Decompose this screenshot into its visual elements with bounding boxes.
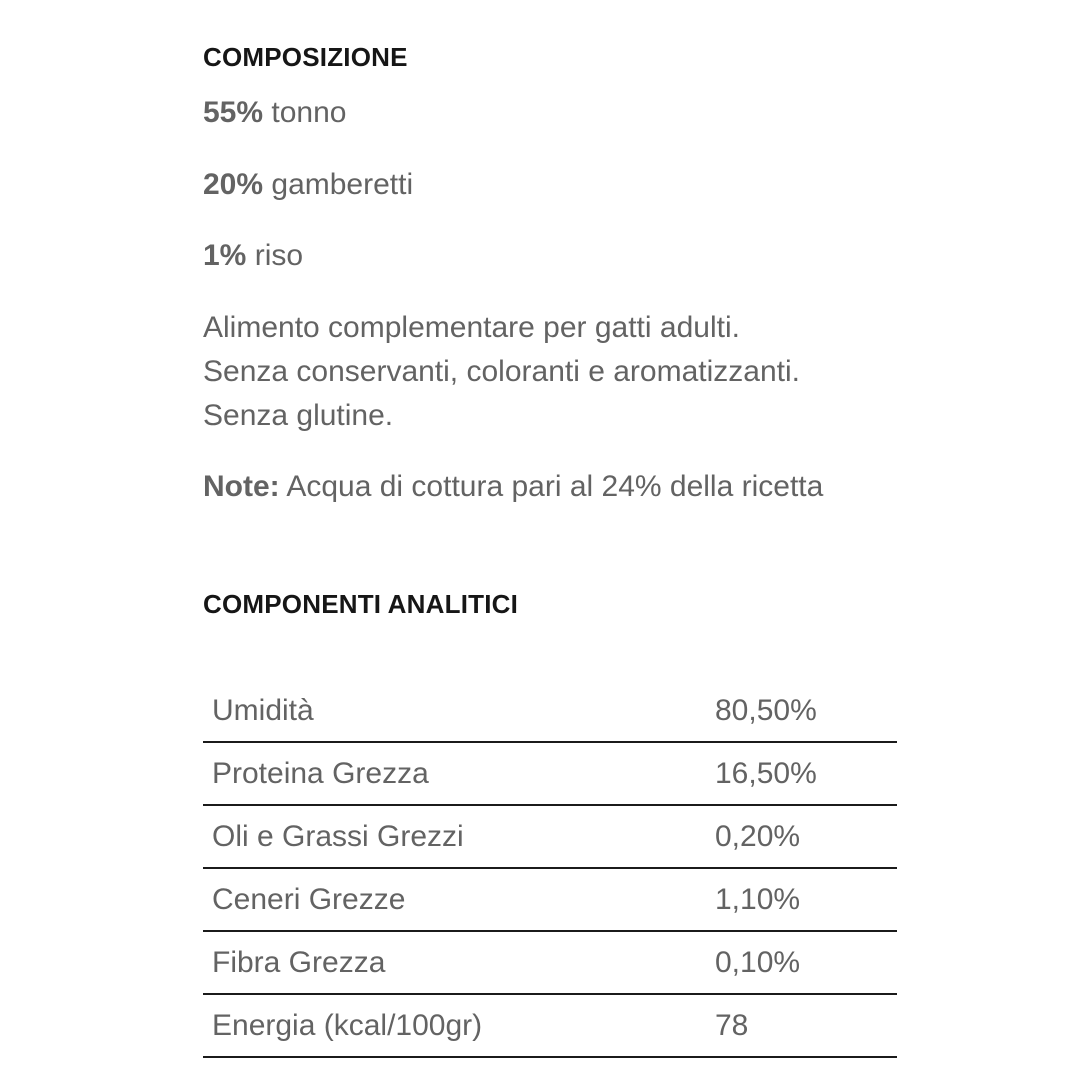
table-row <box>203 931 897 994</box>
ingredient-item <box>203 238 303 274</box>
table-row <box>203 805 897 868</box>
ingredient-percent: 55% <box>203 96 264 129</box>
description-line: Senza conservanti, coloranti e aromatizzanti. <box>203 355 800 388</box>
component-name: Energia (kcal/100gr) <box>203 994 715 1057</box>
component-value: 1,10% <box>715 868 897 931</box>
analytics-table <box>203 680 897 1058</box>
analytics-title: COMPONENTI ANALITICI <box>203 589 519 619</box>
composition-title: COMPOSIZIONE <box>203 42 408 72</box>
ingredient-name: tonno <box>271 96 347 129</box>
component-name: Fibra Grezza <box>203 931 715 994</box>
component-name: Ceneri Grezze <box>203 868 715 931</box>
description-line: Alimento complementare per gatti adulti. <box>203 311 740 344</box>
ingredient-item <box>203 167 413 203</box>
component-value: 80,50% <box>715 680 897 742</box>
component-name: Oli e Grassi Grezzi <box>203 805 715 868</box>
ingredient-item <box>203 95 346 131</box>
ingredient-percent: 1% <box>203 239 247 272</box>
note-text: Acqua di cottura pari al 24% della ricetta <box>286 470 824 503</box>
ingredient-name: riso <box>254 239 304 272</box>
table-row <box>203 994 897 1057</box>
ingredient-percent: 20% <box>203 168 264 201</box>
recipe-note <box>203 469 903 505</box>
table-row <box>203 742 897 805</box>
component-value: 0,20% <box>715 805 897 868</box>
table-row <box>203 868 897 931</box>
table-row <box>203 680 897 742</box>
component-value: 0,10% <box>715 931 897 994</box>
component-value: 78 <box>715 994 897 1057</box>
component-name: Proteina Grezza <box>203 742 715 805</box>
ingredient-name: gamberetti <box>271 168 414 201</box>
component-name: Umidità <box>203 680 715 742</box>
description-line: Senza glutine. <box>203 399 394 432</box>
product-description <box>203 306 903 438</box>
component-value: 16,50% <box>715 742 897 805</box>
note-label: Note: <box>203 470 280 503</box>
